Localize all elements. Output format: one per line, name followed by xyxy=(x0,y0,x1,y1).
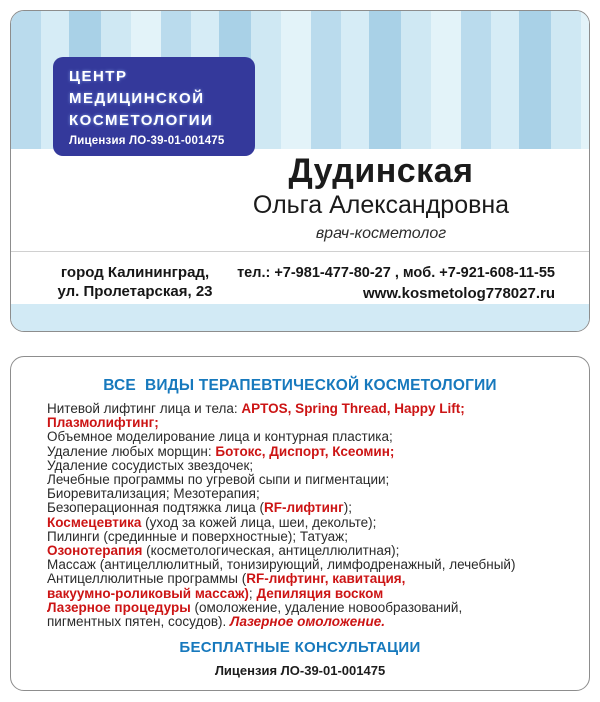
doctor-first-patronymic: Ольга Александровна xyxy=(252,191,510,219)
service-line xyxy=(47,516,563,530)
license-number: Лицензия ЛО-39-01-001475 xyxy=(69,135,225,147)
services-list xyxy=(47,402,563,629)
service-segment: Безоперационная подтяжка лица ( xyxy=(47,500,265,516)
service-line xyxy=(47,615,563,629)
service-line xyxy=(47,530,563,544)
website-url: www.kosmetolog778027.ru xyxy=(362,285,555,302)
service-segment: Лечебные программы по угревой сыпи и пигментации; xyxy=(47,472,390,488)
service-segment: Удаление сосудистых звездочек; xyxy=(47,457,254,473)
service-segment: Биоревитализация; Мезотерапия; xyxy=(47,486,260,502)
service-line xyxy=(47,572,563,586)
striped-header xyxy=(11,11,589,149)
service-segment: Плазмолифтинг; xyxy=(47,415,159,431)
service-line xyxy=(47,416,563,430)
license-number-back: Лицензия ЛО-39-01-001475 xyxy=(214,663,386,679)
service-line xyxy=(47,601,563,615)
service-segment: (уход за кожей лица, шеи, декольте); xyxy=(141,514,377,530)
service-segment: Объемное моделирование лица и контурная пластика; xyxy=(47,429,393,445)
service-segment: Лазерное процедуры xyxy=(47,599,191,615)
name-block xyxy=(191,153,571,243)
service-segment: Антицеллюлитные программы ( xyxy=(47,571,247,587)
address-block xyxy=(39,263,231,301)
service-segment: (омоложение, удаление новообразований, xyxy=(190,599,463,615)
service-segment: Лазерное омоложение. xyxy=(230,614,385,630)
service-segment: Массаж (антицеллюлитный, тонизирующий, лимфодренажный, лечебный) xyxy=(47,557,516,573)
address-street: ул. Пролетарская, 23 xyxy=(57,283,213,300)
contact-block xyxy=(237,265,555,302)
service-segment: (косметологическая, антицеллюлитная); xyxy=(142,543,400,559)
service-segment: APTOS, Spring Thread, Happy Lift; xyxy=(241,401,465,416)
services-title: ВСЕ ВИДЫ ТЕРАПЕВТИЧЕСКОЙ КОСМЕТОЛОГИИ xyxy=(103,377,497,394)
clinic-name-line: ЦЕНТР xyxy=(69,68,128,85)
service-segment: Пилинги (срединные и поверхностные); Татуаж; xyxy=(47,528,348,544)
service-line xyxy=(47,402,563,416)
service-segment: Удаление любых морщин: xyxy=(47,443,216,459)
service-line xyxy=(47,544,563,558)
doctor-last-name: Дудинская xyxy=(288,152,474,190)
service-line xyxy=(47,487,563,501)
bottom-band xyxy=(11,304,589,331)
service-segment: Озонотерапия xyxy=(47,543,143,559)
service-line xyxy=(47,473,563,487)
clinic-name-line: МЕДИЦИНСКОЙ xyxy=(69,90,205,107)
phone-numbers: тел.: +7-981-477-80-27 , моб. +7-921-608-11-55 xyxy=(237,265,555,281)
service-segment: RF-лифтинг, кавитация, xyxy=(246,571,406,587)
service-line xyxy=(47,558,563,572)
doctor-job-title: врач-косметолог xyxy=(315,225,447,242)
service-segment: RF-лифтинг xyxy=(264,500,344,516)
service-segment: вакуумно-роликовый массаж) xyxy=(47,585,249,601)
service-line xyxy=(47,587,563,601)
address-city: город Калининград, xyxy=(60,264,210,281)
clinic-badge xyxy=(53,57,255,156)
card-back xyxy=(10,356,590,691)
service-segment: ; xyxy=(248,585,257,601)
service-segment: Космецевтика xyxy=(47,514,142,530)
service-line xyxy=(47,501,563,515)
service-segment: Нитевой лифтинг лица и тела: xyxy=(47,401,242,416)
divider-line xyxy=(11,251,589,252)
service-line xyxy=(47,459,563,473)
service-line xyxy=(47,430,563,444)
service-segment: Ботокс, Диспорт, Ксеомин; xyxy=(215,443,395,459)
card-front xyxy=(10,10,590,332)
service-segment: ); xyxy=(343,500,352,516)
service-segment: пигментных пятен, сосудов). xyxy=(47,614,230,630)
service-segment: Депиляция воском xyxy=(256,585,384,601)
free-consultations-label: БЕСПЛАТНЫЕ КОНСУЛЬТАЦИИ xyxy=(179,639,421,657)
clinic-name-line: КОСМЕТОЛОГИИ xyxy=(69,112,214,129)
service-line xyxy=(47,445,563,459)
